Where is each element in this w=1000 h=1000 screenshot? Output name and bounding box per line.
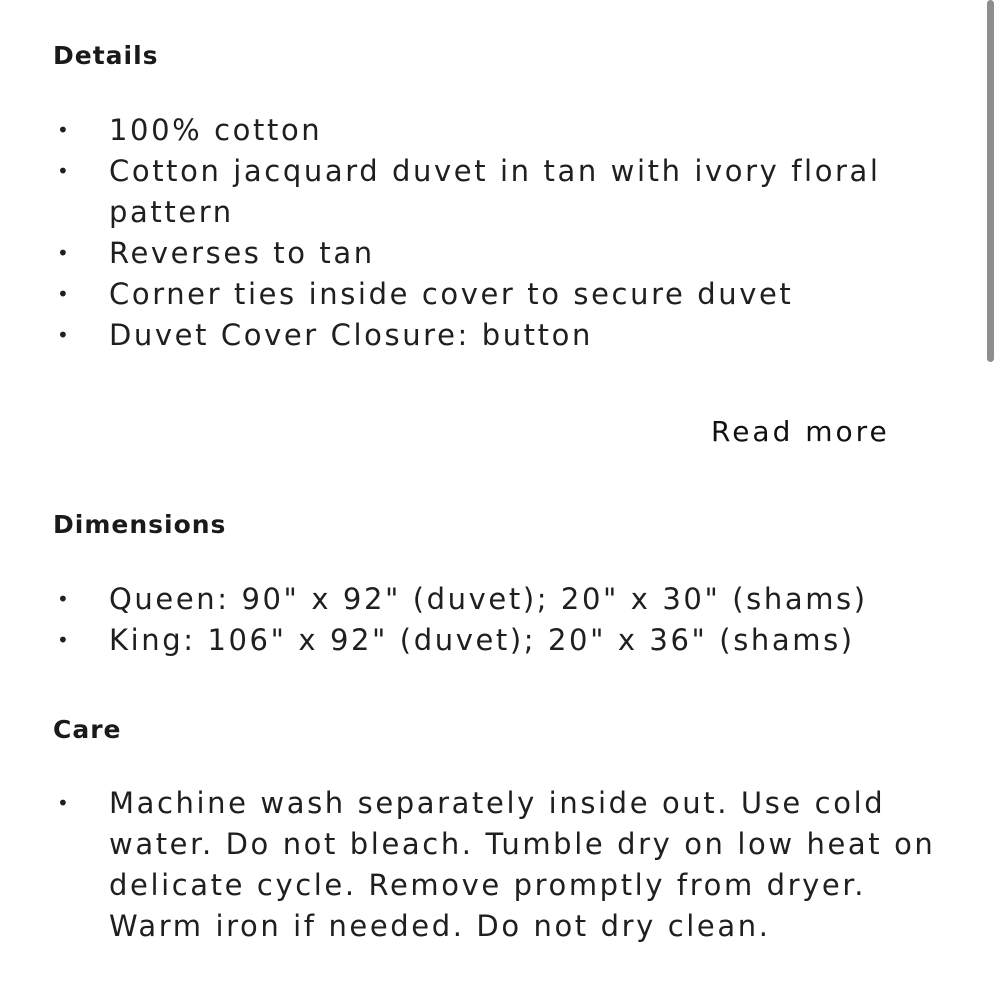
list-item-text: Corner ties inside cover to secure duvet [109,277,794,311]
read-more-link[interactable]: Read more [711,415,890,448]
list-item [53,151,953,233]
bullet-icon: • [57,159,72,183]
list-item [53,315,953,356]
bullet-icon: • [57,587,72,611]
bullet-icon: • [57,282,72,306]
care-heading: Care [53,715,122,744]
dimensions-list [53,579,953,661]
bullet-icon: • [57,323,72,347]
list-item-text: King: 106" x 92" (duvet); 20" x 36" (shams) [109,623,855,657]
list-item-text: 100% cotton [109,113,323,147]
list-item-text: Queen: 90" x 92" (duvet); 20" x 30" (shams) [109,582,868,616]
details-list [53,110,953,356]
bullet-icon: • [57,628,72,652]
bullet-icon: • [57,241,72,265]
details-heading: Details [53,41,159,70]
list-item [53,233,953,274]
list-item [53,110,953,151]
bullet-icon: • [57,791,72,815]
dimensions-heading: Dimensions [53,510,227,539]
list-item-text: Duvet Cover Closure: button [109,318,593,352]
list-item [53,783,953,947]
list-item [53,579,953,620]
vertical-scrollbar[interactable] [987,0,994,362]
list-item [53,274,953,315]
care-list [53,783,953,947]
bullet-icon: • [57,118,72,142]
list-item-text: Reverses to tan [109,236,375,270]
list-item [53,620,953,661]
list-item-text: Cotton jacquard duvet in tan with ivory floral pattern [109,154,881,229]
list-item-text: Machine wash separately inside out. Use cold water. Do not bleach. Tumble dry on low heat on delicate cycle. Remove promptly from dryer. Warm iron if needed. Do not dry clean. [109,786,936,943]
